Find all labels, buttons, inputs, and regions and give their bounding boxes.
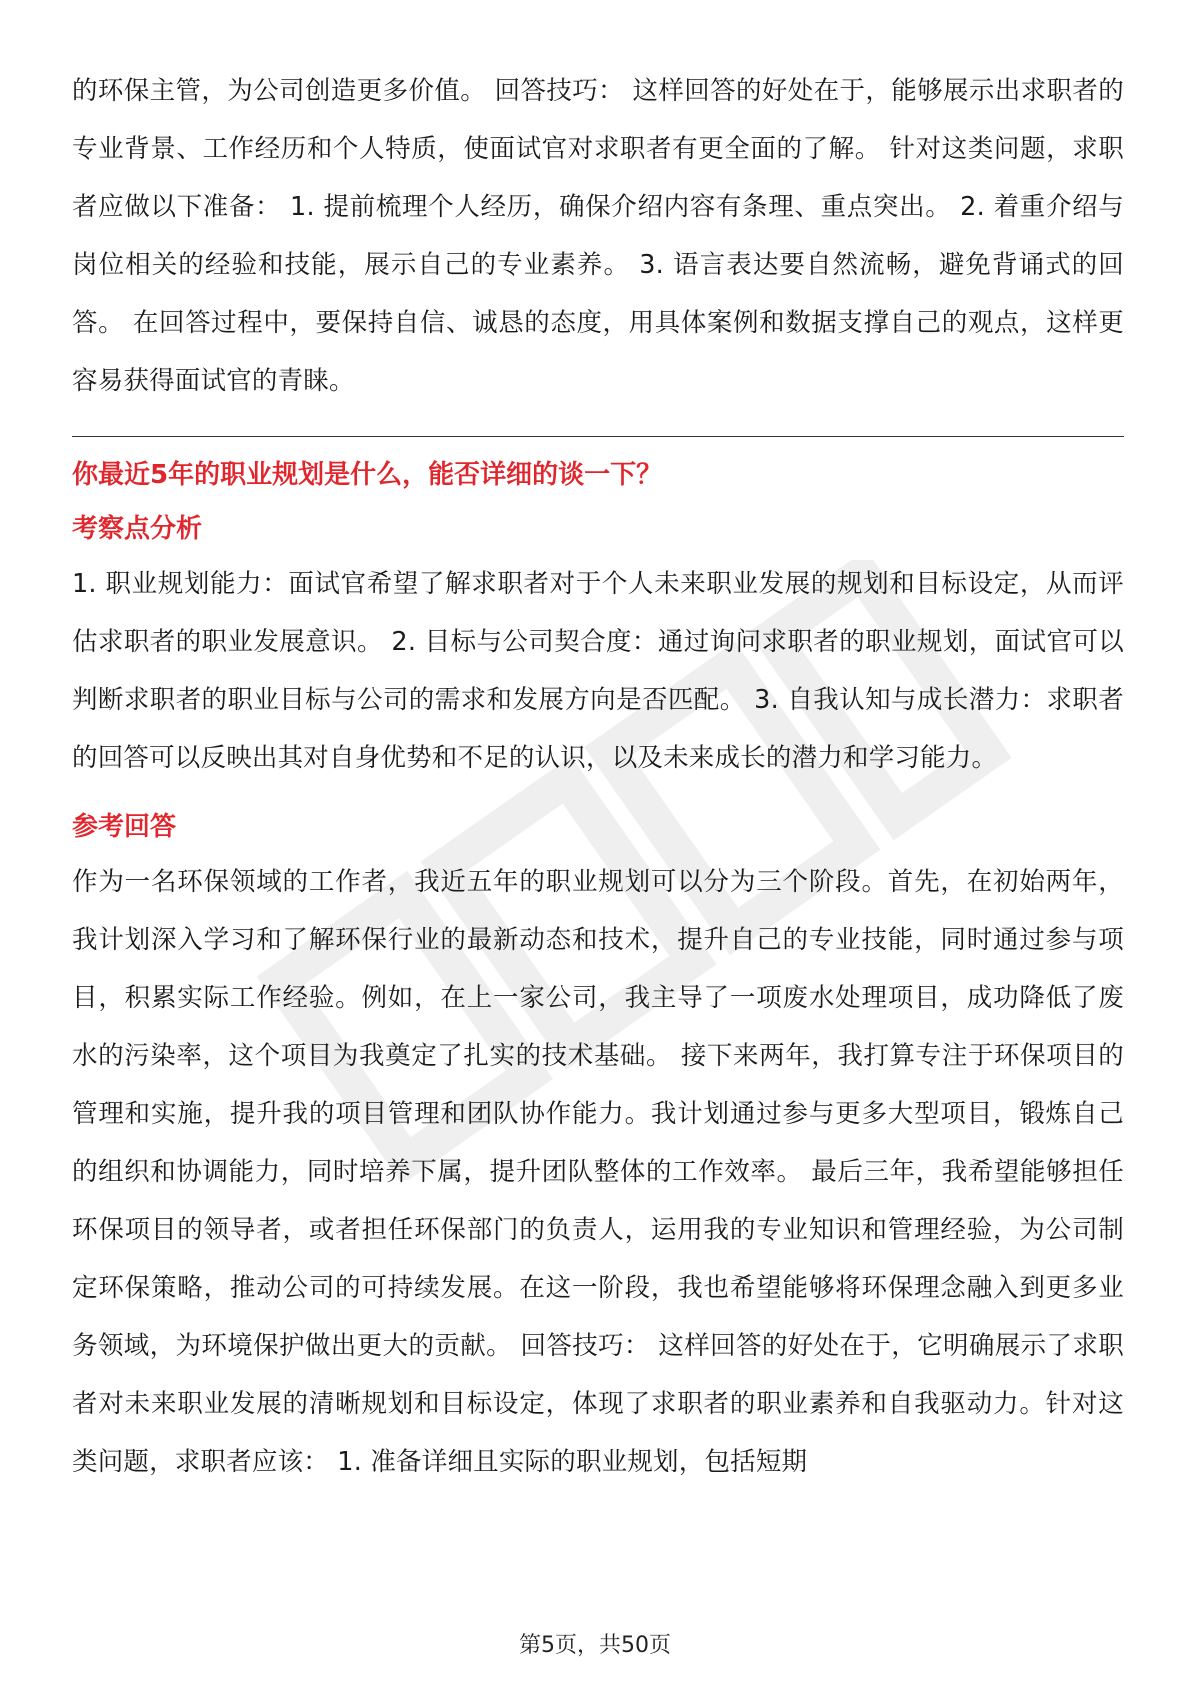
analysis-text: 1. 职业规划能力：面试官希望了解求职者对于个人未来职业发展的规划和目标设定，从而评估求职者的职业发展意识。 2. 目标与公司契合度：通过询问求职者的职业规划，面试官可以判断求职者的职业目标与公司的需求和发展方向是否匹配。 3. 自我认知与成长潜力：求职者的回答可以反映出其对自身优势和不足的认识，以及未来成长的潜力和学习能力。 <box>72 569 1124 773</box>
answer-text: 作为一名环保领域的工作者，我近五年的职业规划可以分为三个阶段。首先，在初始两年，我计划深入学习和了解环保行业的最新动态和技术，提升自己的专业技能，同时通过参与项目，积累实际工作经验。例如，在上一家公司，我主导了一项废水处理项目，成功降低了废水的污染率，这个项目为我奠定了扎实的技术基础。 接下来两年，我打算专注于环保项目的管理和实施，提升我的项目管理和团队协作能力。我计划通过参与更多大型项目，锻炼自己的组织和协调能力，同时培养下属，提升团队整体的工作效率。 最后三年，我希望能够担任环保项目的领导者，或者担任环保部门的负责人，运用我的专业知识和管理经验，为公司制定环保策略，推动公司的可持续发展。在这一阶段，我也希望能够将环保理念融入到更多业务领域，为环境保护做出更大的贡献。 回答技巧： 这样回答的好处在于，它明确展示了求职者对未来职业发展的清晰规划和目标设定，体现了求职者的职业素养和自我驱动力。针对这类问题，求职者应该： 1. 准备详细且实际的职业规划，包括短期 <box>72 867 1124 1477</box>
intro-paragraph: 的环保主管，为公司创造更多价值。 回答技巧： 这样回答的好处在于，能够展示出求职者的专业背景、工作经历和个人特质，使面试官对求职者有更全面的了解。 针对这类问题，求职者应做以下准备： 1. 提前梳理个人经历，确保介绍内容有条理、重点突出。 2. 着重介绍与岗位相关的经验和技能，展示自己的专业素养。 3. 语言表达要自然流畅，避免背诵式的回答。 在回答过程中，要保持自信、诚恳的态度，用具体案例和数据支撑自己的观点，这样更容易获得面试官的青睐。 <box>72 76 1124 396</box>
section-gap <box>72 787 1124 801</box>
main-content <box>72 62 1124 1491</box>
analysis-heading: 考察点分析 <box>72 514 203 544</box>
section-divider <box>72 436 1124 437</box>
answer-heading: 参考回答 <box>72 812 177 842</box>
question-heading: 你最近5年的职业规划是什么，能否详细的谈一下？ <box>72 460 663 490</box>
page-footer: 第5页，共50页 <box>519 1633 671 1658</box>
